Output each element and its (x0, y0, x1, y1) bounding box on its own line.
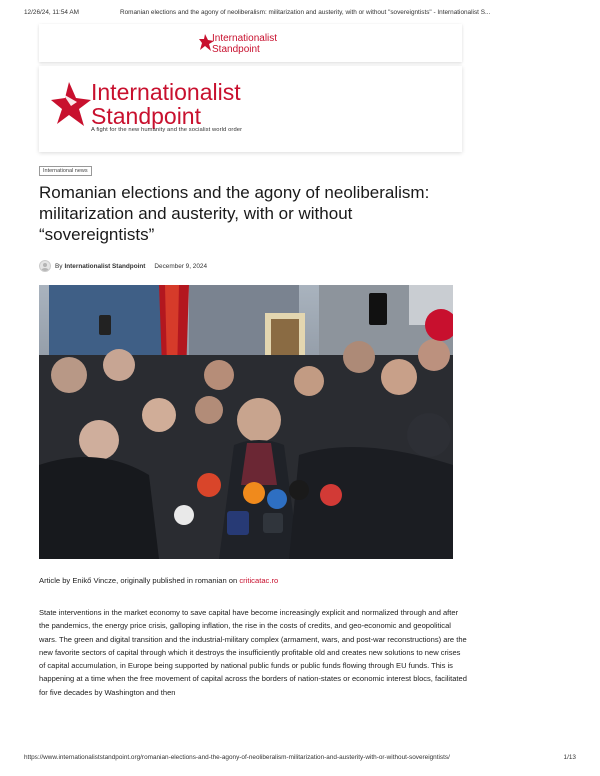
site-masthead (39, 66, 462, 152)
source-link[interactable]: criticatac.ro (239, 576, 279, 585)
star-logo-icon (51, 82, 91, 126)
print-url: https://www.internationaliststandpoint.org/romanian-elections-and-the-agony-of-neoliberalism-militarization-and-austerity-with-or-without-sovereigntists/ (24, 754, 450, 761)
main-site-logo[interactable] (51, 78, 311, 146)
page-count: 1/13 (563, 754, 576, 761)
credit-text: Article by Enikő Vincze, originally published in romanian on (39, 576, 238, 585)
logo-line1: Internationalist (91, 79, 241, 105)
article-title: Romanian elections and the agony of neoliberalism: militarization and austerity, with or without “sovereigntists” (39, 183, 430, 244)
print-date: 12/26/24, 11:54 AM (24, 9, 79, 16)
small-site-logo[interactable] (199, 30, 299, 56)
author-link[interactable]: Internationalist Standpoint (64, 262, 146, 270)
article-body (39, 606, 467, 699)
print-document-title: Romanian elections and the agony of neoliberalism: militarization and austerity, with or without "sovereigntists" - Internationalist S... (120, 9, 491, 16)
byline-prefix: By (55, 262, 63, 270)
small-logo-line2: Standpoint (212, 44, 260, 55)
site-tagline: A fight for the new humanity and the socialist world order (91, 127, 243, 133)
article-credit (39, 576, 278, 585)
category-badge[interactable]: International news (39, 166, 92, 176)
logo-line2: Standpoint (91, 103, 201, 129)
author-avatar[interactable] (39, 260, 51, 272)
featured-photo (39, 285, 453, 559)
byline (39, 259, 207, 273)
paragraph: State interventions in the market economy to save capital have become increasingly explicit and normalized through and after the pandemics, the energy price crisis, galloping inflation, the rise in the costs of credits, and geo-economic and geopolitical wars. The green and digital transition and the industrial-military complex (armament, wars, and post-war reconstructions) are the new favorite sectors of capital through which it destroys the insufficiently profitable old and creates new solutions to new crises of capital accumulation, in Europe being supported by national public funds or public funds flowing through EU funds. This is happening at a time when the free movement of capital across the borders of nation-states or economic interest blocs, facilitated for five decades by Washington and then (39, 608, 467, 697)
small-logo-line1: Internationalist (212, 33, 278, 44)
site-top-bar (39, 24, 462, 62)
publish-date: December 9, 2024 (154, 262, 207, 270)
